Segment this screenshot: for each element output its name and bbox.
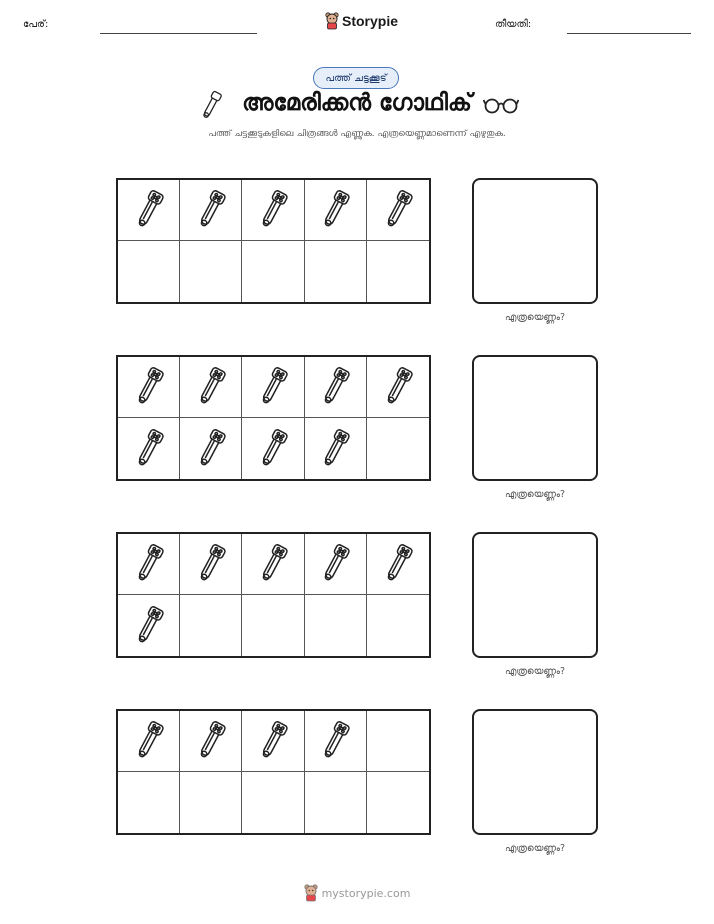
frame-cell	[242, 180, 304, 241]
safety-pin-icon	[381, 189, 415, 231]
name-line[interactable]	[100, 33, 257, 34]
frame-cell	[367, 595, 429, 656]
safety-pin-icon	[194, 720, 228, 762]
frame-cell	[180, 241, 242, 302]
safety-pin-icon	[132, 605, 166, 647]
brand-logo	[325, 12, 398, 30]
frame-cell	[305, 711, 367, 772]
footer-site: mystorypie.com	[321, 886, 411, 900]
frame-cell	[242, 595, 304, 656]
frame-cell	[305, 180, 367, 241]
answer-box-4[interactable]	[472, 709, 598, 835]
ten-frame-4	[116, 709, 431, 835]
safety-pin-icon	[256, 543, 290, 585]
safety-pin-icon	[318, 428, 352, 470]
footer	[0, 884, 714, 902]
safety-pin-icon	[318, 720, 352, 762]
frame-cell	[118, 241, 180, 302]
frame-cell	[180, 418, 242, 479]
frame-cell	[242, 772, 304, 833]
storypie-mascot-icon	[325, 12, 339, 30]
date-line[interactable]	[567, 33, 691, 34]
safety-pin-icon	[256, 189, 290, 231]
safety-pin-icon	[256, 428, 290, 470]
answer-box-3[interactable]	[472, 532, 598, 658]
frame-cell	[305, 772, 367, 833]
frame-cell	[118, 711, 180, 772]
glasses-icon	[483, 96, 519, 114]
answer-prompt-4: എത്രയെണ്ണം?	[504, 843, 566, 854]
answer-box-1[interactable]	[472, 178, 598, 304]
safety-pin-icon	[381, 543, 415, 585]
frame-cell	[242, 357, 304, 418]
safety-pin-icon	[194, 366, 228, 408]
safety-pin-icon	[318, 543, 352, 585]
safety-pin-icon	[194, 189, 228, 231]
safety-pin-icon	[194, 428, 228, 470]
frame-cell	[180, 357, 242, 418]
ten-frame-1	[116, 178, 431, 304]
frame-cell	[118, 534, 180, 595]
instructions: പത്ത് ചട്ടക്കൂടുകളിലെ ചിത്രങ്ങൾ എണ്ണുക. എത്രയെണ്ണമാണെന്ന് എഴുതുക.	[208, 129, 506, 139]
frame-cell	[367, 711, 429, 772]
ten-frame-3	[116, 532, 431, 658]
safety-pin-icon	[256, 366, 290, 408]
frame-cell	[180, 595, 242, 656]
frame-cell	[305, 418, 367, 479]
frame-cell	[367, 418, 429, 479]
frame-cell	[180, 180, 242, 241]
safety-pin-icon	[256, 720, 290, 762]
ten-frame-2	[116, 355, 431, 481]
topic-tag: പത്ത് ചട്ടക്കൂട്	[313, 67, 399, 89]
safety-pin-icon	[318, 189, 352, 231]
frame-cell	[305, 595, 367, 656]
safety-pin-icon	[132, 428, 166, 470]
frame-cell	[180, 772, 242, 833]
safety-pin-icon	[194, 543, 228, 585]
frame-cell	[367, 180, 429, 241]
safety-pin-icon	[318, 366, 352, 408]
safety-pin-icon	[132, 720, 166, 762]
frame-cell	[242, 534, 304, 595]
frame-cell	[242, 418, 304, 479]
frame-cell	[367, 534, 429, 595]
brand-name: Storypie	[342, 13, 399, 29]
worksheet-title: അമേരിക്കൻ ഗോഥിക്	[242, 90, 472, 116]
storypie-mascot-icon	[304, 884, 318, 902]
answer-box-2[interactable]	[472, 355, 598, 481]
name-label: പേര്:	[23, 19, 49, 30]
frame-cell	[118, 357, 180, 418]
frame-cell	[367, 241, 429, 302]
answer-prompt-3: എത്രയെണ്ണം?	[504, 666, 566, 677]
answer-prompt-1: എത്രയെണ്ണം?	[504, 312, 566, 323]
frame-cell	[242, 711, 304, 772]
safety-pin-icon	[381, 366, 415, 408]
frame-cell	[305, 241, 367, 302]
answer-prompt-2: എത്രയെണ്ണം?	[504, 489, 566, 500]
frame-cell	[118, 180, 180, 241]
safety-pin-icon	[132, 366, 166, 408]
frame-cell	[367, 357, 429, 418]
frame-cell	[305, 534, 367, 595]
frame-cell	[118, 772, 180, 833]
frame-cell	[118, 595, 180, 656]
frame-cell	[242, 241, 304, 302]
frame-cell	[118, 418, 180, 479]
frame-cell	[180, 534, 242, 595]
frame-cell	[305, 357, 367, 418]
frame-cell	[367, 772, 429, 833]
safety-pin-icon	[132, 189, 166, 231]
safety-pin-icon	[132, 543, 166, 585]
date-label: തീയതി:	[495, 19, 532, 30]
frame-cell	[180, 711, 242, 772]
safety-pin-icon	[198, 90, 224, 122]
